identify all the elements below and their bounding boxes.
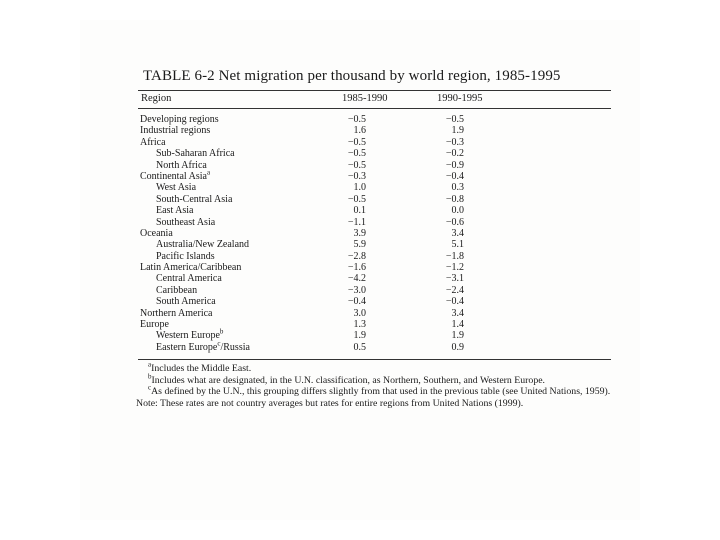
value-1990-1995: −0.5 <box>445 114 464 125</box>
region-name: Africa <box>140 136 166 148</box>
value-1985-1990: 3.9 <box>353 227 366 239</box>
bottom-rule <box>138 359 611 360</box>
table-row <box>0 114 720 125</box>
footnote-b: $^b$Includes what are designated, in the U.N. classification, as Northern, Southern, and Western Europe. <box>148 372 546 386</box>
header-1985-1990: 1985-1990 <box>342 93 388 104</box>
value-1990-1995: 0.9 <box>451 341 464 353</box>
table-row <box>0 168 720 182</box>
table-note: Note: These rates are not country averages but rates for entire regions from United Nations (1999). <box>136 397 524 409</box>
value-1985-1990: 1.3 <box>353 319 366 331</box>
value-1985-1990: −0.5 <box>347 136 366 148</box>
value-1985-1990: −1.6 <box>347 262 366 274</box>
header-rule <box>138 108 611 109</box>
value-1990-1995: −0.2 <box>445 148 464 160</box>
table-row <box>0 251 720 262</box>
table-row <box>0 137 720 148</box>
value-1985-1990: 1.6 <box>353 125 366 137</box>
value-1985-1990: 0.5 <box>353 341 366 353</box>
value-1990-1995: −3.1 <box>445 273 464 285</box>
table-row <box>0 285 720 296</box>
table-row <box>0 308 720 319</box>
region-name: Southeast Asia <box>156 216 216 228</box>
value-1990-1995: −0.3 <box>445 136 464 148</box>
value-1985-1990: 5.9 <box>353 239 366 251</box>
value-1985-1990: 1.9 <box>353 330 366 342</box>
region-name: Latin America/Caribbean <box>140 262 242 274</box>
region-name: Pacific Islands <box>156 250 215 262</box>
header-region: Region <box>141 93 172 104</box>
region-name: Continental Asia$^a$ <box>140 168 211 182</box>
value-1985-1990: −1.1 <box>347 216 366 228</box>
table-row <box>0 262 720 273</box>
value-1990-1995: −1.2 <box>445 262 464 274</box>
value-1990-1995: 1.4 <box>451 319 464 331</box>
value-1990-1995: 1.9 <box>451 125 464 137</box>
region-name: Eastern Europe$^c$/Russia <box>156 339 250 353</box>
value-1990-1995: 1.9 <box>451 330 464 342</box>
table-row <box>0 319 720 330</box>
value-1985-1990: −4.2 <box>347 273 366 285</box>
value-1990-1995: −0.4 <box>445 296 464 308</box>
table-row <box>0 228 720 239</box>
value-1990-1995: −0.8 <box>445 193 464 205</box>
value-1985-1990: 0.1 <box>353 205 366 217</box>
region-name: South America <box>156 296 216 308</box>
value-1990-1995: −2.4 <box>445 284 464 296</box>
region-name: Caribbean <box>156 284 198 296</box>
value-1990-1995: −0.9 <box>445 159 464 171</box>
value-1985-1990: −2.8 <box>347 250 366 262</box>
region-name: East Asia <box>156 205 194 217</box>
value-1985-1990: −0.5 <box>347 148 366 160</box>
region-name: Europe <box>140 319 169 331</box>
table-row <box>0 194 720 205</box>
region-name: Oceania <box>140 227 173 239</box>
value-1990-1995: 0.0 <box>451 205 464 217</box>
top-rule <box>138 90 611 91</box>
table-row <box>0 160 720 171</box>
value-1985-1990: −0.5 <box>347 193 366 205</box>
value-1990-1995: 3.4 <box>451 227 464 239</box>
value-1985-1990: −0.5 <box>347 159 366 171</box>
value-1990-1995: −0.6 <box>445 216 464 228</box>
footnotes <box>136 360 614 409</box>
value-1985-1990: 1.0 <box>353 182 366 194</box>
region-name: Northern America <box>140 307 213 319</box>
region-name: Western Europe$^b$ <box>156 328 224 342</box>
table-row <box>0 239 720 250</box>
table-row <box>0 273 720 284</box>
region-name: Australia/New Zealand <box>156 239 250 251</box>
table-row <box>0 205 720 216</box>
table-row <box>0 217 720 228</box>
value-1990-1995: −0.4 <box>445 170 464 182</box>
value-1985-1990: −3.0 <box>347 284 366 296</box>
region-name: Developing regions <box>140 114 219 125</box>
region-name: West Asia <box>156 182 197 194</box>
table-row <box>0 339 720 353</box>
header-1990-1995: 1990-1995 <box>437 93 483 104</box>
region-name: Sub-Saharan Africa <box>156 148 235 160</box>
region-name: Central America <box>156 273 222 285</box>
table-row <box>0 182 720 193</box>
region-name: South-Central Asia <box>156 193 233 205</box>
value-1985-1990: 3.0 <box>353 307 366 319</box>
value-1990-1995: 3.4 <box>451 307 464 319</box>
table-row <box>0 125 720 136</box>
value-1985-1990: −0.4 <box>347 296 366 308</box>
region-name: Industrial regions <box>140 125 211 137</box>
table-row <box>0 296 720 307</box>
value-1990-1995: −1.8 <box>445 250 464 262</box>
region-name: North Africa <box>156 159 207 171</box>
table-row <box>0 148 720 159</box>
value-1990-1995: 5.1 <box>451 239 464 251</box>
footnote-a: $^a$Includes the Middle East. <box>148 360 252 374</box>
table-title: TABLE 6-2 Net migration per thousand by world region, 1985-1995 <box>143 68 561 84</box>
table-body <box>0 114 720 353</box>
footnote-c: $^c$As defined by the U.N., this grouping differs slightly from that used in the previous table (see United Nations, 1959). <box>148 383 611 398</box>
value-1985-1990: −0.3 <box>347 170 366 182</box>
value-1985-1990: −0.5 <box>347 114 366 125</box>
value-1990-1995: 0.3 <box>451 182 464 194</box>
table-row <box>0 330 720 341</box>
